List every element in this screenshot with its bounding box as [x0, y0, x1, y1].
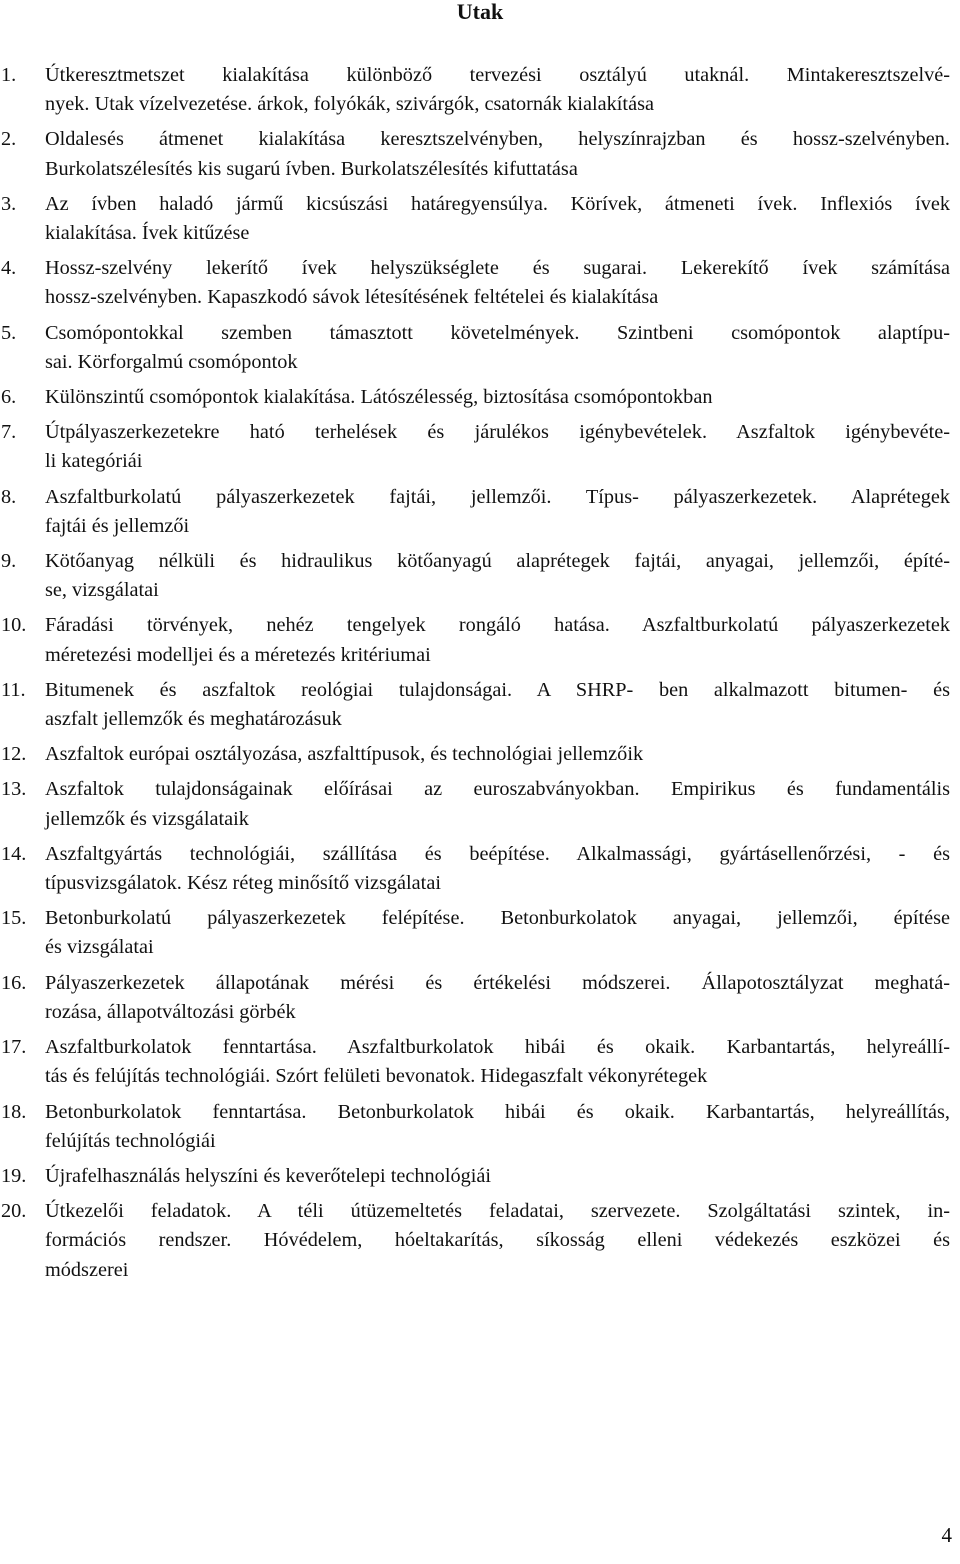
- list-item-text: [45, 1197, 950, 1285]
- list-item-line: tás és felújítás technológiái. Szórt felületi bevonatok. Hidegaszfalt vékonyrétegek: [45, 1065, 708, 1088]
- list-item-text: [45, 547, 950, 605]
- list-item-text: [45, 190, 950, 248]
- list-item: [0, 383, 960, 412]
- list-item: [0, 1197, 960, 1285]
- list-item-text: [45, 904, 950, 962]
- list-item-line: Útkezelői feladatok. A téli útüzemeltetés feladatai, szervezete. Szolgáltatási szintek, in-: [45, 1200, 950, 1223]
- list-item-line: típusvizsgálatok. Kész réteg minősítő vizsgálatai: [45, 872, 441, 895]
- list-item: [0, 547, 960, 605]
- list-item-line: Aszfaltok tulajdonságainak előírásai az euroszabványokban. Empirikus és fundamentális: [45, 778, 950, 801]
- list-item-line: Aszfaltburkolatú pályaszerkezetek fajtái, jellemzői. Típus- pályaszerkezetek. Alaprétegek: [45, 485, 950, 508]
- list-item-line: Az ívben haladó jármű kicsúszási határegyensúlya. Körívek, átmeneti ívek. Inflexiós ívek: [45, 192, 950, 215]
- list-item-line: Oldalesés átmenet kialakítása keresztszelvényben, helyszínrajzban és hossz-szelvényben.: [45, 128, 950, 151]
- list-item-line: Különszintű csomópontok kialakítása. Látószélesség, biztosítása csomópontokban: [45, 386, 713, 409]
- list-item-line: Hossz-szelvény lekerítő ívek helyszükséglete és sugarai. Lekerekítő ívek számítása: [45, 257, 950, 280]
- list-item-text: [45, 483, 950, 541]
- list-item-number: 9.: [1, 550, 17, 573]
- list-item-line: Betonburkolatok fenntartása. Betonburkolatok hibái és okaik. Karbantartás, helyreállítás,: [45, 1100, 950, 1123]
- list-item-text: [45, 1098, 950, 1156]
- list-item: [0, 1162, 960, 1191]
- list-item-line: hossz-szelvényben. Kapaszkodó sávok létesítésének feltételei és kialakítása: [45, 286, 659, 309]
- list-item-line: fajtái és jellemzői: [45, 514, 190, 537]
- list-item: [0, 740, 960, 769]
- list-item-line: módszerei: [45, 1258, 129, 1281]
- list-item: [0, 611, 960, 669]
- list-item-line: aszfalt jellemzők és meghatározásuk: [45, 708, 342, 731]
- list-item-text: [45, 319, 950, 377]
- page-number: 4: [941, 1523, 952, 1547]
- list-item-number: 7.: [1, 421, 17, 444]
- list-item: [0, 840, 960, 898]
- list-item-line: nyek. Utak vízelvezetése. árkok, folyókák, szivárgók, csatornák kialakítása: [45, 93, 654, 116]
- list-item-number: 11.: [1, 678, 26, 701]
- list-item-line: kialakítása. Ívek kitűzése: [45, 222, 250, 245]
- list-item-text: [45, 1033, 950, 1091]
- list-item-text: [45, 740, 950, 769]
- list-item-line: li kategóriái: [45, 450, 143, 473]
- list-item-line: Fáradási törvények, nehéz tengelyek rongáló hatása. Aszfaltburkolatú pályaszerkezetek: [45, 614, 950, 637]
- list-item-number: 5.: [1, 321, 17, 344]
- list-item-line: és vizsgálatai: [45, 936, 154, 959]
- list-item-number: 2.: [1, 128, 17, 151]
- list-item-line: Aszfaltgyártás technológiái, szállítása és beépítése. Alkalmassági, gyártásellenőrzési, - és: [45, 842, 950, 865]
- list-item-number: 16.: [1, 971, 27, 994]
- list-item: [0, 676, 960, 734]
- list-item-text: [45, 775, 950, 833]
- list-item-number: 10.: [1, 614, 27, 637]
- list-item-line: rozása, állapotváltozási görbék: [45, 1000, 296, 1023]
- topic-list: [0, 61, 960, 1291]
- list-item-number: 14.: [1, 842, 27, 865]
- list-item-number: 13.: [1, 778, 27, 801]
- list-item: [0, 61, 960, 119]
- list-item-number: 17.: [1, 1036, 27, 1059]
- list-item-text: [45, 61, 950, 119]
- list-item: [0, 254, 960, 312]
- list-item-number: 4.: [1, 257, 17, 280]
- list-item-number: 12.: [1, 743, 27, 766]
- list-item-line: felújítás technológiái: [45, 1129, 216, 1152]
- list-item-number: 3.: [1, 192, 17, 215]
- list-item: [0, 190, 960, 248]
- list-item: [0, 1033, 960, 1091]
- list-item-line: Aszfaltburkolatok fenntartása. Aszfaltburkolatok hibái és okaik. Karbantartás, helyreállí-: [45, 1036, 950, 1059]
- list-item-number: 19.: [1, 1164, 27, 1187]
- list-item-line: formációs rendszer. Hóvédelem, hóeltakarítás, síkosság elleni védekezés eszközei és: [45, 1229, 950, 1252]
- list-item-text: [45, 125, 950, 183]
- list-item-text: [45, 1162, 950, 1191]
- list-item-line: Kötőanyag nélküli és hidraulikus kötőanyagú alaprétegek fajtái, anyagai, jellemzői, építé-: [45, 550, 950, 573]
- list-item: [0, 775, 960, 833]
- list-item-text: [45, 611, 950, 669]
- list-item-line: Bitumenek és aszfaltok reológiai tulajdonságai. A SHRP- ben alkalmazott bitumen- és: [45, 678, 950, 701]
- list-item-line: jellemzők és vizsgálataik: [45, 807, 249, 830]
- list-item-number: 15.: [1, 907, 27, 930]
- list-item-number: 18.: [1, 1100, 27, 1123]
- list-item-text: [45, 254, 950, 312]
- list-item-number: 20.: [1, 1200, 27, 1223]
- list-item: [0, 969, 960, 1027]
- list-item-line: Pályaszerkezetek állapotának mérési és értékelési módszerei. Állapotosztályzat meghatá-: [45, 971, 950, 994]
- page-title: Utak: [456, 0, 504, 24]
- list-item-text: [45, 969, 950, 1027]
- list-item: [0, 418, 960, 476]
- list-item: [0, 904, 960, 962]
- list-item-text: [45, 383, 950, 412]
- list-item-number: 8.: [1, 485, 17, 508]
- list-item: [0, 319, 960, 377]
- list-item-line: Betonburkolatú pályaszerkezetek felépítése. Betonburkolatok anyagai, jellemzői, építése: [45, 907, 950, 930]
- list-item: [0, 1098, 960, 1156]
- list-item-number: 1.: [1, 64, 17, 86]
- list-item-line: Csomópontokkal szemben támasztott követelmények. Szintbeni csomópontok alaptípu-: [45, 321, 950, 344]
- list-item-line: Burkolatszélesítés kis sugarú ívben. Burkolatszélesítés kifuttatása: [45, 157, 578, 180]
- list-item-text: [45, 676, 950, 734]
- list-item-number: 6.: [1, 386, 17, 409]
- list-item-line: Aszfaltok európai osztályozása, aszfalttípusok, és technológiai jellemzőik: [45, 743, 644, 766]
- list-item: [0, 125, 960, 183]
- list-item: [0, 483, 960, 541]
- list-item-text: [45, 418, 950, 476]
- list-item-line: Újrafelhasználás helyszíni és keverőtelepi technológiái: [45, 1164, 492, 1187]
- list-item-line: Útkeresztmetszet kialakítása különböző tervezési osztályú utaknál. Mintakeresztszelvé-: [45, 64, 950, 86]
- list-item-text: [45, 840, 950, 898]
- list-item-line: se, vizsgálatai: [45, 579, 159, 602]
- list-item-line: sai. Körforgalmú csomópontok: [45, 350, 298, 373]
- list-item-line: Útpályaszerkezetekre ható terhelések és járulékos igénybevételek. Aszfaltok igénybevéte-: [45, 421, 950, 444]
- list-item-line: méretezési modelljei és a méretezés kritériumai: [45, 643, 431, 666]
